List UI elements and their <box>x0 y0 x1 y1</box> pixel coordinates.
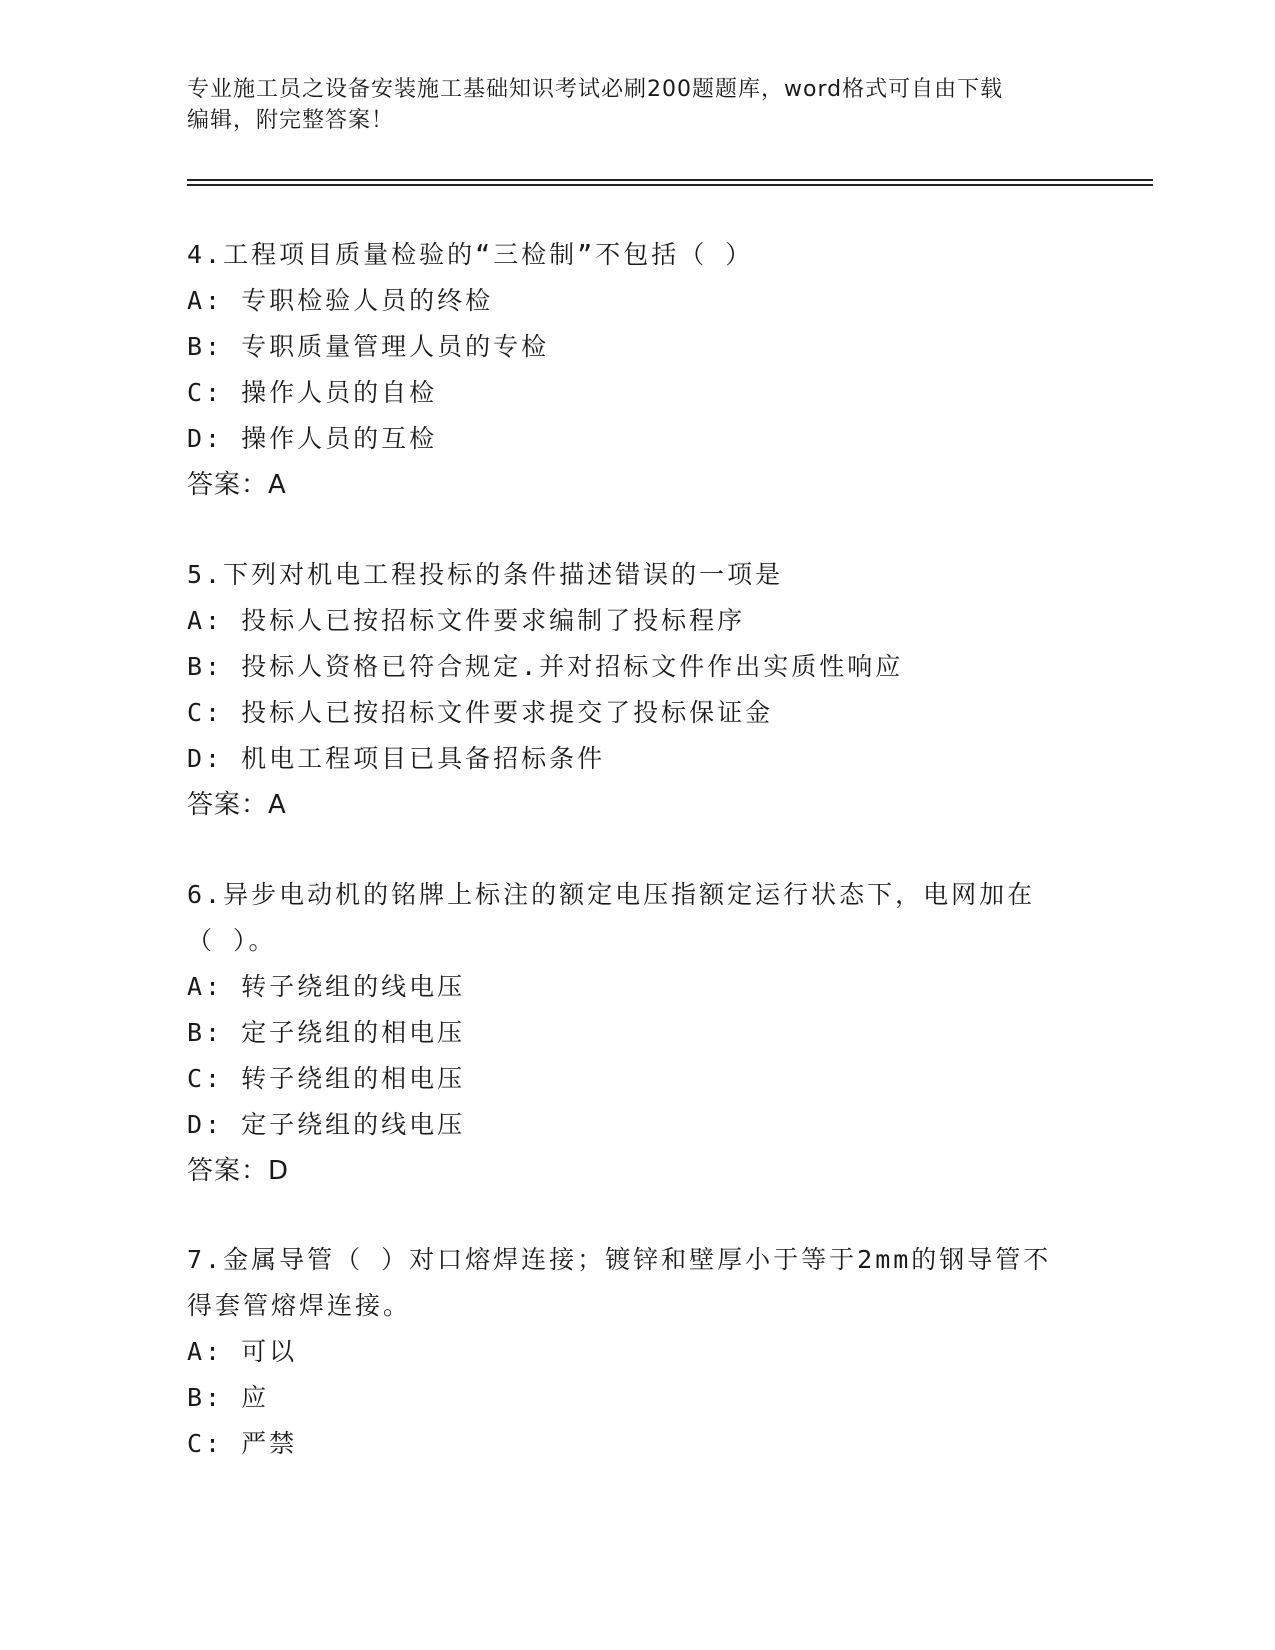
option-a: A: 投标人已按招标文件要求编制了投标程序 <box>187 606 746 635</box>
answer: 答案：A <box>187 790 287 820</box>
question-stem: 5.下列对机电工程投标的条件描述错误的一项是 <box>187 560 784 589</box>
question-7 <box>187 1237 1087 1467</box>
option-c: C: 操作人员的自检 <box>187 378 438 407</box>
header-line-2: 编辑，附完整答案！ <box>187 108 395 133</box>
answer: 答案：A <box>187 470 287 500</box>
header-line-1: 专业施工员之设备安装施工基础知识考试必刷200题题库，word格式可自由下载 <box>187 77 1004 102</box>
header-divider-top <box>187 179 1153 181</box>
question-stem: 7.金属导管（ ）对口熔焊连接；镀锌和壁厚小于等于2mm的钢导管不 <box>187 1245 1052 1274</box>
option-b: B: 专职质量管理人员的专检 <box>187 332 550 361</box>
option-b: B: 投标人资格已符合规定.并对招标文件作出实质性响应 <box>187 652 904 681</box>
option-c: C: 转子绕组的相电压 <box>187 1064 466 1093</box>
question-stem: 6.异步电动机的铭牌上标注的额定电压指额定运行状态下，电网加在 <box>187 880 1036 909</box>
option-d: D: 操作人员的互检 <box>187 424 438 453</box>
question-stem-continued: 得套管熔焊连接。 <box>187 1291 412 1320</box>
option-d: D: 定子绕组的线电压 <box>187 1110 466 1139</box>
option-b: B: 定子绕组的相电压 <box>187 1018 466 1047</box>
question-stem-continued: （ ）。 <box>187 926 277 955</box>
answer: 答案：D <box>187 1156 290 1186</box>
option-a: A: 转子绕组的线电压 <box>187 972 466 1001</box>
header-divider-bottom <box>187 184 1153 186</box>
option-a: A: 可以 <box>187 1337 298 1366</box>
option-c: C: 严禁 <box>187 1429 298 1458</box>
option-c: C: 投标人已按招标文件要求提交了投标保证金 <box>187 698 774 727</box>
question-4 <box>187 232 1087 508</box>
question-6 <box>187 872 1087 1194</box>
option-b: B: 应 <box>187 1383 270 1412</box>
document-header <box>187 74 1067 136</box>
option-a: A: 专职检验人员的终检 <box>187 286 494 315</box>
question-5 <box>187 552 1087 828</box>
question-stem: 4.工程项目质量检验的“三检制”不包括（ ） <box>187 240 754 269</box>
option-d: D: 机电工程项目已具备招标条件 <box>187 744 606 773</box>
